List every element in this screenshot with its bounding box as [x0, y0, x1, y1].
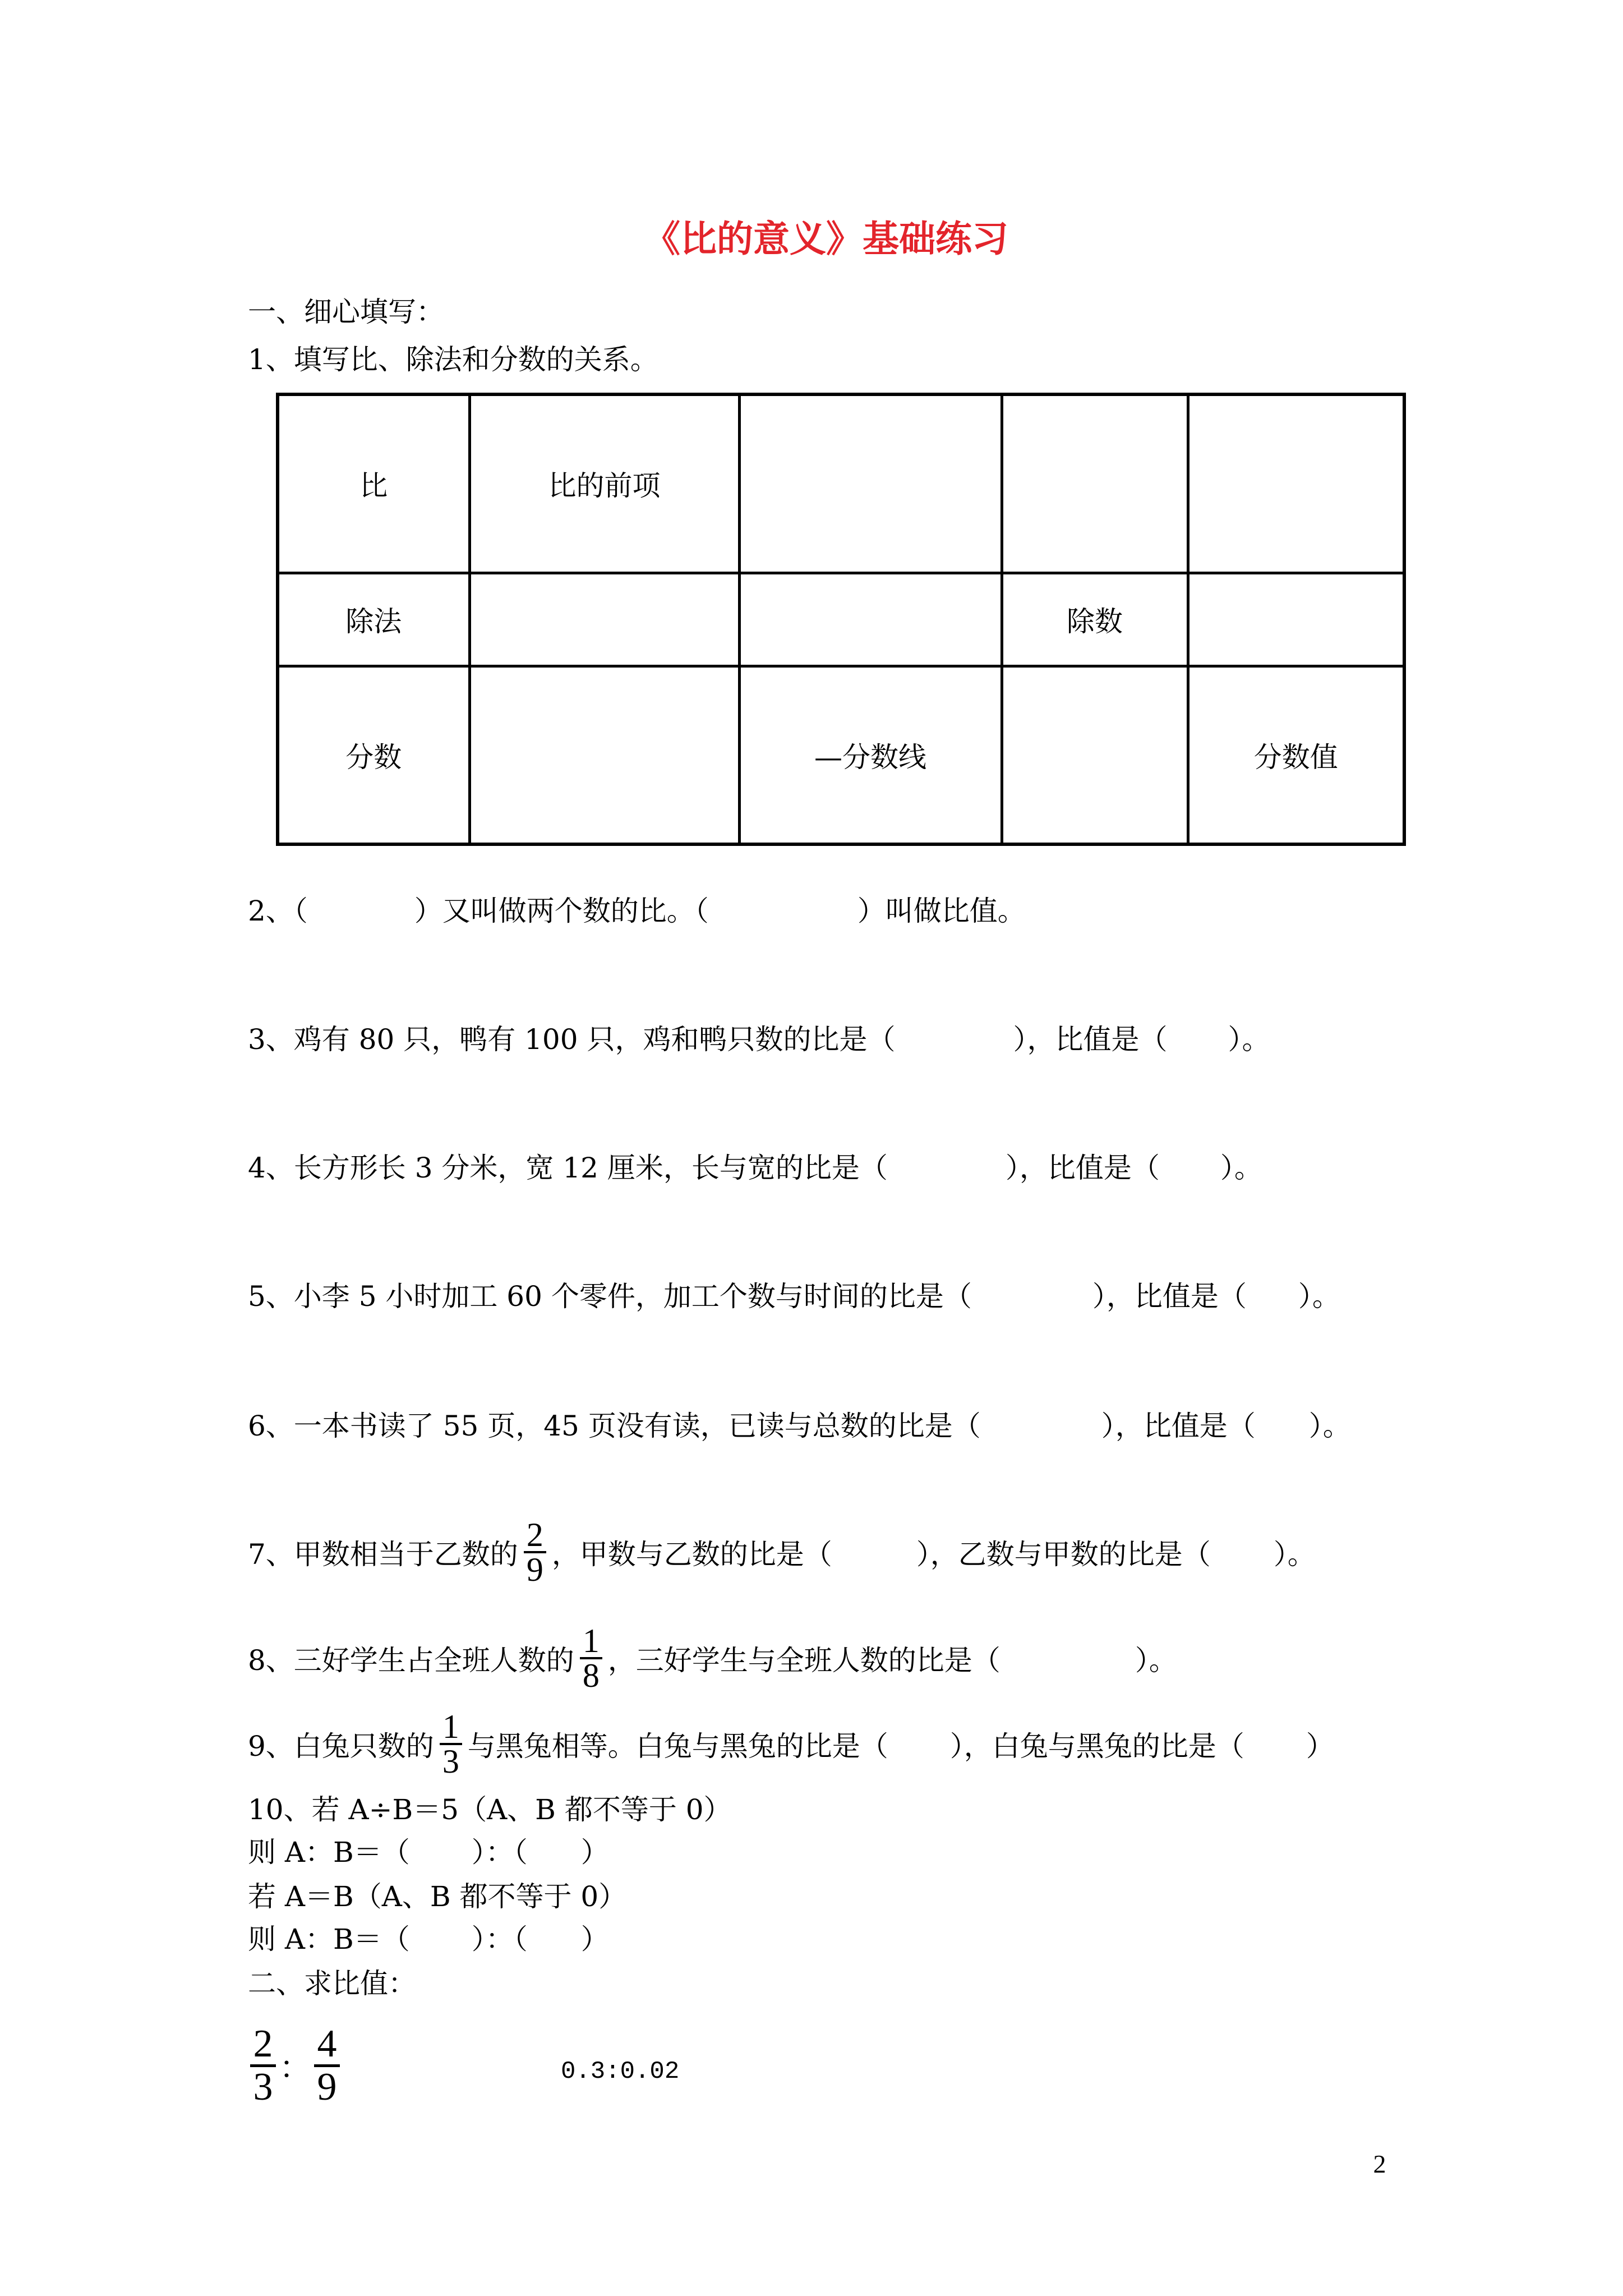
question-10-line-4-text-c: ）	[580, 1923, 609, 1955]
table-cell: —分数线	[739, 666, 1002, 844]
table-cell: 除法	[278, 573, 469, 666]
answer-blank	[528, 1934, 581, 1940]
answer-blank	[410, 1934, 472, 1940]
answer-blank	[888, 1741, 950, 1747]
question-5-text-c: ）。	[1298, 1280, 1340, 1313]
question-3-text-c: ）。	[1228, 1023, 1270, 1056]
ratio-colon: ：	[279, 2050, 311, 2086]
answer-blank	[1211, 1549, 1274, 1555]
question-6	[248, 1401, 1351, 1446]
question-10-line-2	[248, 1828, 609, 1872]
question-2-text-a: 2、（	[248, 895, 308, 927]
question-4-text-c: ）。	[1220, 1152, 1262, 1184]
question-9	[248, 1702, 1334, 1786]
question-10-line-2-text-b: ）：（	[471, 1836, 528, 1869]
table-cell	[1188, 573, 1404, 666]
answer-blank	[528, 1847, 581, 1853]
question-6-text-c: ）。	[1308, 1410, 1351, 1442]
question-6-text-a: 6、一本书读了 55 页，45 页没有读，已读与总数的比是（	[248, 1410, 981, 1442]
question-10-line-1	[248, 1785, 732, 1830]
answer-blank	[1256, 1421, 1309, 1427]
question-8-text-a: 8、三好学生占全班人数的	[248, 1644, 574, 1677]
question-1	[248, 335, 658, 380]
answer-blank	[1247, 1291, 1298, 1297]
table-row	[278, 666, 1404, 844]
question-3-text-a: 3、鸡有 80 只，鸭有 100 只，鸡和鸭只数的比是（	[248, 1023, 896, 1056]
question-3	[248, 1015, 1270, 1060]
question-4-text-a: 4、长方形长 3 分米，宽 12 厘米，长与宽的比是（	[248, 1152, 888, 1184]
section-1-heading-text: 一、细心填写：	[248, 296, 444, 328]
question-10-line-4	[248, 1915, 609, 1959]
question-10-line-4-text-b: ）：（	[471, 1923, 528, 1955]
question-7	[248, 1510, 1316, 1594]
fraction-numerator: 4	[317, 2022, 337, 2065]
question-7-text-d: ）。	[1273, 1538, 1316, 1571]
question-2-text-c: ）叫做比值。	[857, 895, 1026, 927]
question-8-text-b: ，三好学生与全班人数的比是（	[607, 1644, 1000, 1677]
question-1-text: 1、填写比、除法和分数的关系。	[248, 343, 658, 376]
question-9-text-c: ），白兔与黑兔的比是（	[949, 1730, 1244, 1763]
table-row	[278, 394, 1404, 573]
question-3-text-b: ），比值是（	[1013, 1023, 1168, 1056]
answer-blank	[1244, 1741, 1306, 1747]
table-cell	[739, 573, 1002, 666]
question-8	[248, 1616, 1177, 1700]
answer-blank	[888, 1163, 1006, 1168]
question-4-text-b: ），比值是（	[1005, 1152, 1160, 1184]
question-9-text-a: 9、白兔只数的	[248, 1730, 434, 1763]
question-10-line-2-text-a: 则 A：B＝（	[248, 1836, 410, 1869]
ratio-division-fraction-table	[276, 393, 1406, 846]
question-10-text: 10、若 A÷B＝5（A、B 都不等于 0）	[248, 1793, 732, 1826]
table-cell	[739, 394, 1002, 573]
table-row	[278, 573, 1404, 666]
fraction	[580, 1622, 602, 1694]
fraction-denominator: 9	[317, 2065, 337, 2109]
fraction	[314, 2024, 340, 2108]
section-1-heading	[248, 287, 444, 332]
fraction-denominator: 3	[442, 1743, 459, 1780]
section-2-heading	[248, 1959, 416, 2004]
question-9-text-b: 与黑兔相等。白兔与黑兔的比是（	[467, 1730, 888, 1763]
answer-blank	[972, 1291, 1092, 1297]
ratio-exercise-2: 0.3:0.02	[561, 2058, 680, 2086]
fraction	[250, 2024, 276, 2108]
page-title: 《比的意义》基础练习	[643, 218, 1008, 260]
fraction-numerator: 1	[442, 1708, 459, 1745]
answer-blank	[1000, 1655, 1135, 1661]
question-8-text-c: ）。	[1135, 1644, 1177, 1677]
fraction	[524, 1516, 546, 1588]
answer-blank	[832, 1549, 916, 1555]
table-cell	[1002, 666, 1188, 844]
fraction-denominator: 8	[582, 1657, 600, 1694]
table-cell	[469, 666, 739, 844]
question-6-text-b: ），比值是（	[1101, 1410, 1256, 1442]
ratio-exercise-1	[248, 2018, 342, 2113]
question-4	[248, 1143, 1262, 1188]
table-cell: 分数值	[1188, 666, 1404, 844]
table-cell: 除数	[1002, 573, 1188, 666]
table-cell: 分数	[278, 666, 469, 844]
question-10-line-2-text-c: ）	[580, 1836, 609, 1869]
answer-blank	[1167, 1034, 1228, 1040]
table-cell: 比	[278, 394, 469, 573]
question-10-line-4-text-a: 则 A：B＝（	[248, 1923, 410, 1955]
table-cell: 比的前项	[469, 394, 739, 573]
question-7-text-c: ），乙数与甲数的比是（	[916, 1538, 1211, 1571]
page-number: 2	[1373, 2150, 1386, 2178]
answer-blank	[410, 1847, 472, 1853]
fraction	[440, 1710, 462, 1778]
answer-blank	[1160, 1163, 1220, 1168]
fraction-numerator: 2	[253, 2022, 273, 2065]
question-10-line-3	[248, 1872, 626, 1917]
question-7-text-b: ，甲数与乙数的比是（	[551, 1538, 832, 1571]
question-9-text-d: ）	[1306, 1730, 1334, 1763]
question-5-text-b: ），比值是（	[1092, 1280, 1247, 1313]
question-2-text-b: ）又叫做两个数的比。（	[414, 895, 709, 927]
answer-blank	[308, 906, 414, 912]
table-cell	[469, 573, 739, 666]
answer-blank	[709, 906, 857, 912]
table-cell	[1188, 394, 1404, 573]
question-10-line-3-text: 若 A＝B（A、B 都不等于 0）	[248, 1880, 627, 1913]
question-5-text-a: 5、小李 5 小时加工 60 个零件，加工个数与时间的比是（	[248, 1280, 972, 1313]
answer-blank	[895, 1034, 1013, 1040]
question-2	[248, 886, 1026, 931]
fraction-denominator: 3	[253, 2065, 273, 2109]
table-cell	[1002, 394, 1188, 573]
answer-blank	[981, 1421, 1101, 1427]
fraction-numerator: 2	[526, 1516, 543, 1553]
question-5	[248, 1272, 1340, 1317]
section-2-heading-text: 二、求比值：	[248, 1967, 416, 2000]
fraction-denominator: 9	[526, 1551, 543, 1588]
question-7-text-a: 7、甲数相当于乙数的	[248, 1538, 518, 1571]
fraction-numerator: 1	[582, 1622, 600, 1659]
